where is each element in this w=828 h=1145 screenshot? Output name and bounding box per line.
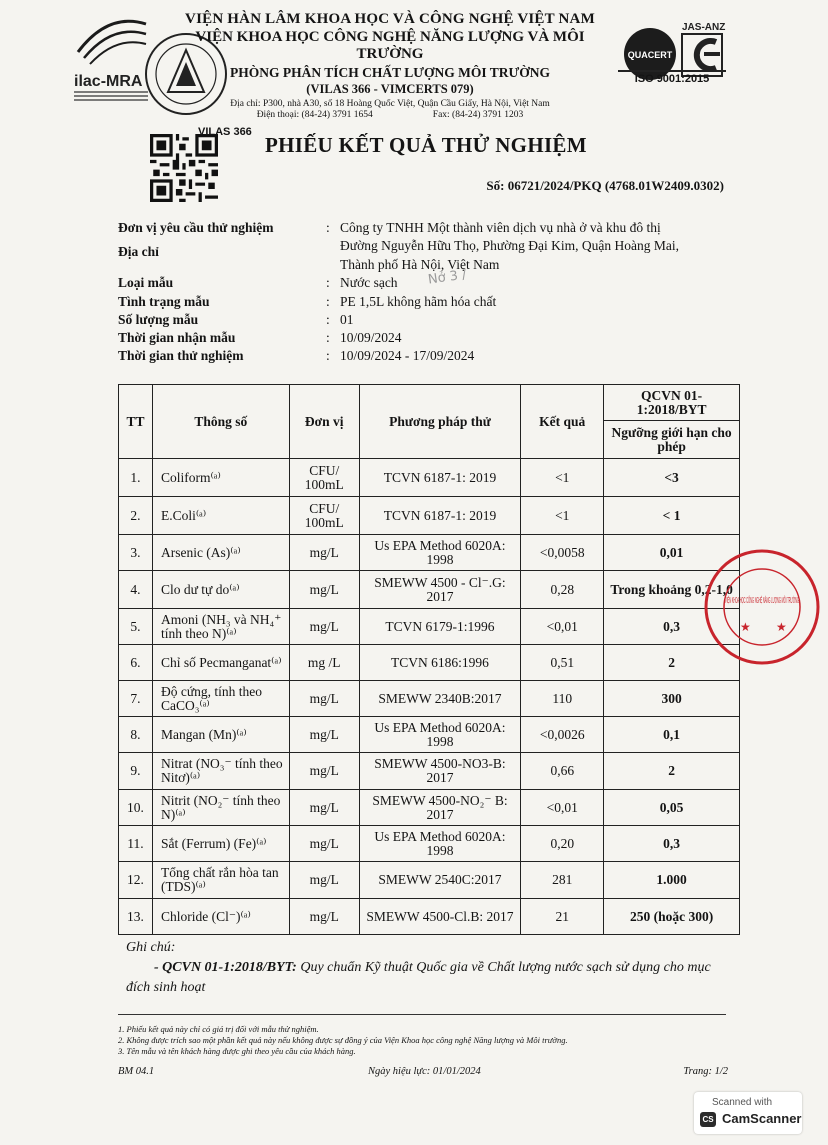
table-row xyxy=(119,497,740,535)
table-row xyxy=(119,609,740,645)
quacert-text: QUACERT xyxy=(627,50,673,60)
cell-unit: CFU/ 100mL xyxy=(289,459,359,497)
cell-tt: 9. xyxy=(119,753,153,790)
header-tt: TT xyxy=(119,385,153,459)
info-label: Thời gian thử nghiệm xyxy=(118,348,244,363)
info-label: Tình trạng mẫu xyxy=(118,294,210,309)
cell-limit: 0,3 xyxy=(604,609,740,645)
cell-result: 0,28 xyxy=(521,571,604,609)
institution-header xyxy=(170,11,610,120)
header-unit: Đơn vị xyxy=(289,385,359,459)
cell-method: Us EPA Method 6020A: 1998 xyxy=(359,826,521,862)
address: Địa chỉ: P300, nhà A30, số 18 Hoàng Quốc Việt, Quận Cầu Giấy, Hà Nội, Việt Nam xyxy=(230,99,550,109)
footnote: 2. Không được trích sao một phần kết quả này nếu không được sự đồng ý của Viện Khoa học công nghệ Năng lượng và Môi trường. xyxy=(118,1035,568,1045)
cell-param: Mangan (Mn)⁽ᵃ⁾ xyxy=(152,717,289,753)
accreditation: (VILAS 366 - VIMCERTS 079) xyxy=(306,82,474,96)
info-value: 01 xyxy=(340,312,354,327)
footnote: 3. Tên mẫu và tên khách hàng được ghi theo yêu cầu của khách hàng. xyxy=(118,1046,356,1056)
cell-method: SMEWW 2540C:2017 xyxy=(359,862,521,899)
cell-method: TCVN 6186:1996 xyxy=(359,645,521,681)
cell-limit: 0,01 xyxy=(604,535,740,571)
fax: Fax: (84-24) 3791 1203 xyxy=(432,110,524,120)
cell-method: SMEWW 4500 - Cl⁻.G: 2017 xyxy=(359,571,521,609)
institute-name: VIỆN KHOA HỌC CÔNG NGHỆ NĂNG LƯỢNG VÀ MÔI TRƯỜNG xyxy=(195,29,585,62)
cell-tt: 2. xyxy=(119,497,153,535)
cell-limit: Trong khoảng 0,2-1,0 xyxy=(604,571,740,609)
cell-tt: 5. xyxy=(119,609,153,645)
cell-limit: 0,05 xyxy=(604,790,740,826)
cell-method: TCVN 6179-1:1996 xyxy=(359,609,521,645)
info-label: Số lượng mẫu xyxy=(118,312,199,327)
document-page: ilac-MRA VIỆN HÀN LÂM KHOA HỌC VÀ CÔNG NGHỆ VIỆT NAM VIỆN KHOA HỌC CÔNG NGHỆ NĂNG LƯỢNG VÀ MÔI TRƯỜNG PHÒNG PHÂN TÍCH CHẤT LƯỢNG MÔI TRƯỜNG (VILAS 366 - VIMCERTS 079) Địa chỉ: P300, nhà A30, số 18 Hoàng Quốc Việt, Quận Cầu Giấy, Hà Nội, Việt Nam Điện thoại: (84-24) 3791 1654 Fax: (84-24) 3791 1203 JAS-ANZ QUACERT ISO 9001:2015 VILAS 366 PHIẾU KẾT QUẢ THỬ NGHIỆM Số: 06721/2024/PKQ (4768.01W2409.0302) Đơn vị yêu cầu thử nghiệm : Công ty TNHH Một thành viên dịch vụ nhà ở và khu đô thị Đường Nguyễn Hữu Thọ, Phường Đại Kim, Quận Hoàng Mai, Địa chỉ Thành phố Hà Nội, Việt Nam Loại mẫu : Nước sạch Tình trạng mẫu : PE 1,5L không hãm hóa chất Số lượng mẫu : 01 Thời gian nhận mẫu : 10/09/2024 Thời gian thử nghiệm : 10/09/2024 - 17/09/2024 Nở 3 / TT Thông số Đơn vị Phương pháp thử Kết quả QCVN 01-1:2018/BYT Ngưỡng giới hạn cho phép 1. Coliform⁽ᵃ⁾ CFU/ 100mL TCVN 6187-1: 2019 <1 <3 2. E.Coli⁽ᵃ⁾ CFU/ 100mL TCVN 6187-1: 2019 <1 < 1 3. Arsenic (As)⁽ᵃ⁾ mg/L Us EPA Method 6020A: 1998 <0,0058 0,01 4. Clo dư tự do⁽ᵃ⁾ mg/L SMEWW 4500 - Cl⁻.G: 2017 0,28 Trong khoảng 0,2-1,0 5. Amoni (NH₃ và NH₄⁺ tính theo N)⁽ᵃ⁾ mg/L TCVN 6179-1:1996 <0,01 0,3 6. Chỉ số Pecmanganat⁽ᵃ⁾ mg /L TCVN 6186:1996 0,51 2 7. Độ cứng, tính theo CaCO₃⁽ᵃ⁾ mg/L SMEWW 2340B:2017 110 300 8. Mangan (Mn)⁽ᵃ⁾ mg/L Us EPA Method 6020A: 1998 <0,0026 0,1 9. Nitrat (NO₃⁻ tính theo Nitơ)⁽ᵃ⁾ mg/L SMEWW 4500-NO3-B: 2017 0,66 2 10. Nitrit (NO₂⁻ tính theo N)⁽ᵃ⁾ mg/L SMEWW 4500-NO₂⁻ B: 2017 <0,01 0,05 11. Sắt (Ferrum) (Fe)⁽ᵃ⁾ mg/L Us EPA Method 6020A: 1998 0,20 0,3 12. Tổng chất rắn hòa tan (TDS)⁽ᵃ⁾ mg/L SMEWW 2540C:2017 281 1.000 13. Chloride (Cl⁻)⁽ᵃ⁾ mg/L SMEWW 4500-Cl.B: 2017 21 250 (hoặc 300) VIỆN KHOA HỌC CÔNG NGHỆ NĂNG LƯỢNG MÔI TRƯỜNG ★ ★ Ghi chú: - QCVN 01-1:2018/BYT: Quy chuẩn Kỹ thuật Quốc gia về Chất lượng nước sạch sử dụng cho mục đích sinh hoạt 1. Phiếu kết quả này chỉ có giá trị đối với mẫu thử nghiệm. 2. Không được trích sao một phần kết quả này nếu không được sự đồng ý của Viện Khoa học công nghệ Năng lượng và Môi trường. 3. Tên mẫu và tên khách hàng được ghi theo yêu cầu của khách hàng. BM 04.1 Ngày hiệu lực: 01/01/2024 Trang: 1/2 Scanned with CS CamScanner xyxy=(0,0,828,1145)
footnote: 1. Phiếu kết quả này chỉ có giá trị đối với mẫu thử nghiệm. xyxy=(118,1024,319,1034)
camscanner-line1: Scanned with xyxy=(712,1097,773,1108)
cell-unit: mg/L xyxy=(289,753,359,790)
cell-limit: 2 xyxy=(604,753,740,790)
camscanner-watermark xyxy=(694,1092,802,1134)
cell-limit: 300 xyxy=(604,681,740,717)
cell-param: Sắt (Ferrum) (Fe)⁽ᵃ⁾ xyxy=(152,826,289,862)
cell-result: 0,51 xyxy=(521,645,604,681)
cell-tt: 3. xyxy=(119,535,153,571)
cell-tt: 6. xyxy=(119,645,153,681)
camscanner-icon: CS xyxy=(700,1112,716,1127)
cell-result: 0,66 xyxy=(521,753,604,790)
cell-method: Us EPA Method 6020A: 1998 xyxy=(359,717,521,753)
svg-text:★: ★ xyxy=(776,620,787,634)
header-standard: QCVN 01-1:2018/BYT xyxy=(604,385,740,421)
cell-param: Clo dư tự do⁽ᵃ⁾ xyxy=(152,571,289,609)
cell-unit: CFU/ 100mL xyxy=(289,497,359,535)
cell-unit: mg/L xyxy=(289,681,359,717)
cell-unit: mg/L xyxy=(289,535,359,571)
cell-result: 281 xyxy=(521,862,604,899)
cell-tt: 10. xyxy=(119,790,153,826)
cell-result: <0,01 xyxy=(521,609,604,645)
info-value: Công ty TNHH Một thành viên dịch vụ nhà ở và khu đô thị xyxy=(340,220,661,235)
cell-limit: 2 xyxy=(604,645,740,681)
note-code: - QCVN 01-1:2018/BYT: xyxy=(154,960,297,975)
table-row xyxy=(119,862,740,899)
cell-method: SMEWW 4500-NO3-B: 2017 xyxy=(359,753,521,790)
table-row xyxy=(119,571,740,609)
header-limit: Ngưỡng giới hạn cho phép xyxy=(604,421,740,459)
cell-unit: mg/L xyxy=(289,609,359,645)
cell-param: E.Coli⁽ᵃ⁾ xyxy=(152,497,289,535)
cell-tt: 11. xyxy=(119,826,153,862)
cell-tt: 4. xyxy=(119,571,153,609)
cell-limit: <3 xyxy=(604,459,740,497)
info-value: Nước sạch xyxy=(340,275,398,290)
table-row xyxy=(119,645,740,681)
academy-name: VIỆN HÀN LÂM KHOA HỌC VÀ CÔNG NGHỆ VIỆT NAM xyxy=(185,11,595,27)
cell-method: Us EPA Method 6020A: 1998 xyxy=(359,535,521,571)
vilas-label: VILAS 366 xyxy=(198,126,252,138)
cell-method: SMEWW 2340B:2017 xyxy=(359,681,521,717)
cell-param: Chloride (Cl⁻)⁽ᵃ⁾ xyxy=(152,899,289,935)
iso-label: ISO 9001:2015 xyxy=(618,70,726,85)
cell-tt: 13. xyxy=(119,899,153,935)
table-row xyxy=(119,790,740,826)
cell-result: <0,0026 xyxy=(521,717,604,753)
cell-unit: mg/L xyxy=(289,899,359,935)
cell-unit: mg /L xyxy=(289,645,359,681)
form-code: BM 04.1 xyxy=(118,1066,155,1077)
info-label: Loại mẫu xyxy=(118,275,174,290)
cell-method: TCVN 6187-1: 2019 xyxy=(359,497,521,535)
cell-param: Arsenic (As)⁽ᵃ⁾ xyxy=(152,535,289,571)
cell-param: Amoni (NH₃ và NH₄⁺ tính theo N)⁽ᵃ⁾ xyxy=(152,609,289,645)
info-value: Đường Nguyễn Hữu Thọ, Phường Đại Kim, Quận Hoàng Mai, xyxy=(340,238,679,253)
document-number: Số: 06721/2024/PKQ (4768.01W2409.0302) xyxy=(486,178,724,193)
cell-limit: 0,1 xyxy=(604,717,740,753)
cell-result: <0,01 xyxy=(521,790,604,826)
cell-param: Tổng chất rắn hòa tan (TDS)⁽ᵃ⁾ xyxy=(152,862,289,899)
table-row xyxy=(119,899,740,935)
jas-anz-text: JAS-ANZ xyxy=(682,22,726,33)
table-row xyxy=(119,535,740,571)
cell-unit: mg/L xyxy=(289,571,359,609)
table-row xyxy=(119,826,740,862)
table-row xyxy=(119,459,740,497)
note-text xyxy=(126,958,736,998)
cell-param: Chỉ số Pecmanganat⁽ᵃ⁾ xyxy=(152,645,289,681)
info-label: Địa chỉ xyxy=(118,244,159,259)
official-stamp xyxy=(700,545,820,665)
camscanner-line2: CamScanner xyxy=(722,1111,802,1126)
results-table xyxy=(118,384,740,935)
header-param: Thông số xyxy=(152,385,289,459)
document-title: PHIẾU KẾT QUẢ THỬ NGHIỆM xyxy=(265,133,587,157)
cell-limit: < 1 xyxy=(604,497,740,535)
info-value: Thành phố Hà Nội, Việt Nam xyxy=(340,257,500,272)
cell-result: 21 xyxy=(521,899,604,935)
footnotes xyxy=(118,1024,728,1057)
cell-unit: mg/L xyxy=(289,790,359,826)
cell-param: Nitrit (NO₂⁻ tính theo N)⁽ᵃ⁾ xyxy=(152,790,289,826)
cell-param: Coliform⁽ᵃ⁾ xyxy=(152,459,289,497)
info-value: 10/09/2024 xyxy=(340,330,402,345)
table-row xyxy=(119,681,740,717)
cell-tt: 8. xyxy=(119,717,153,753)
info-value: PE 1,5L không hãm hóa chất xyxy=(340,294,497,309)
qr-code xyxy=(150,134,218,202)
cell-result: <0,0058 xyxy=(521,535,604,571)
cell-method: SMEWW 4500-NO₂⁻ B: 2017 xyxy=(359,790,521,826)
cell-unit: mg/L xyxy=(289,826,359,862)
info-label: Đơn vị yêu cầu thử nghiệm xyxy=(118,220,274,235)
cell-result: <1 xyxy=(521,459,604,497)
cell-result: <1 xyxy=(521,497,604,535)
page-number: Trang: 1/2 xyxy=(683,1066,728,1077)
header-method: Phương pháp thử xyxy=(359,385,521,459)
svg-text:★: ★ xyxy=(740,620,751,634)
handwritten-note: Nở 3 / xyxy=(427,267,468,288)
cell-tt: 1. xyxy=(119,459,153,497)
info-value: 10/09/2024 - 17/09/2024 xyxy=(340,348,475,363)
table-row xyxy=(119,753,740,790)
phone: Điện thoại: (84-24) 3791 1654 xyxy=(256,110,373,120)
table-row xyxy=(119,717,740,753)
cell-limit: 250 (hoặc 300) xyxy=(604,899,740,935)
effective-date: Ngày hiệu lực: 01/01/2024 xyxy=(368,1066,481,1077)
cell-unit: mg/L xyxy=(289,717,359,753)
info-label: Thời gian nhận mẫu xyxy=(118,330,236,345)
cell-method: TCVN 6187-1: 2019 xyxy=(359,459,521,497)
cell-param: Độ cứng, tính theo CaCO₃⁽ᵃ⁾ xyxy=(152,681,289,717)
lab-name: PHÒNG PHÂN TÍCH CHẤT LƯỢNG MÔI TRƯỜNG xyxy=(229,65,551,80)
cell-param: Nitrat (NO₃⁻ tính theo Nitơ)⁽ᵃ⁾ xyxy=(152,753,289,790)
note-description: Quy chuẩn Kỹ thuật Quốc gia về Chất lượng nước sạch sử dụng cho mục đích sinh hoạt xyxy=(126,960,711,995)
header-result: Kết quả xyxy=(521,385,604,459)
cell-result: 0,20 xyxy=(521,826,604,862)
cell-result: 110 xyxy=(521,681,604,717)
notes-title: Ghi chú: xyxy=(126,940,176,955)
cell-limit: 1.000 xyxy=(604,862,740,899)
cell-unit: mg/L xyxy=(289,862,359,899)
cell-limit: 0,3 xyxy=(604,826,740,862)
footer-divider xyxy=(118,1014,726,1015)
cell-tt: 7. xyxy=(119,681,153,717)
cell-method: SMEWW 4500-Cl.B: 2017 xyxy=(359,899,521,935)
cell-tt: 12. xyxy=(119,862,153,899)
stamp-text: VIỆN KHOA HỌC CÔNG NGHỆ NĂNG LƯỢNG MÔI TRƯỜNG xyxy=(725,595,799,605)
ilac-logo-text: ilac-MRA xyxy=(74,73,143,90)
